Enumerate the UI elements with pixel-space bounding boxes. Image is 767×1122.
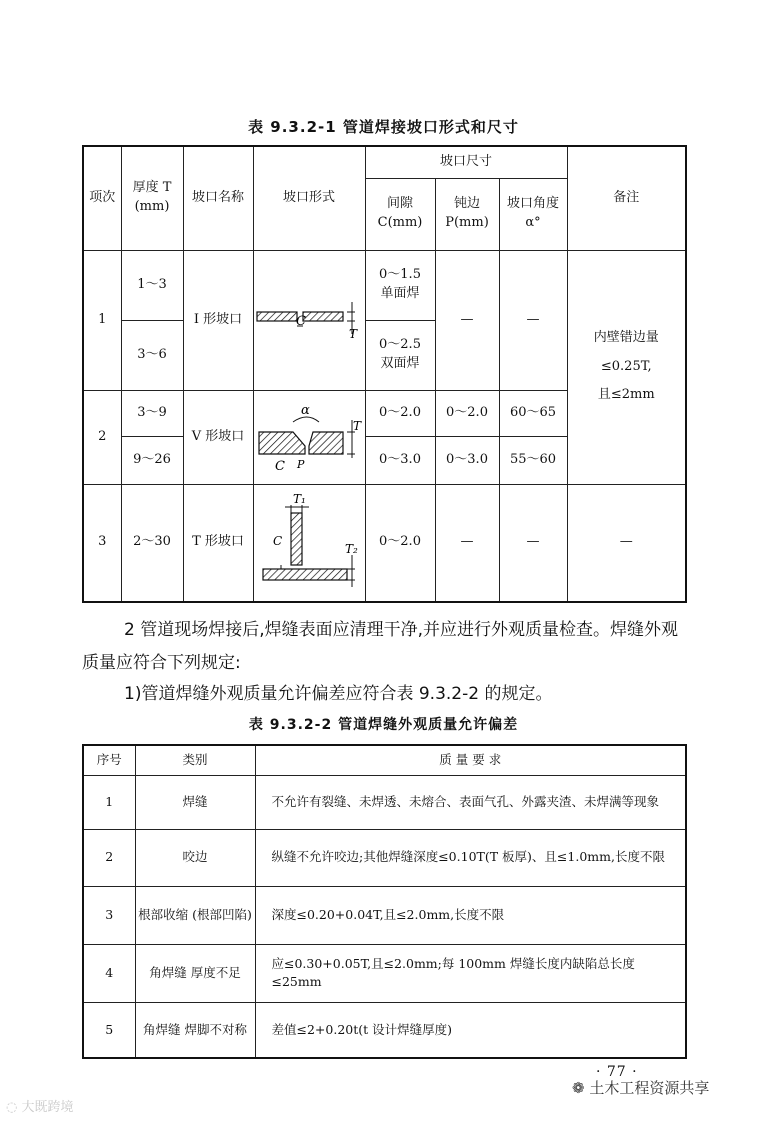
header-groove-form: 坡口形式 <box>253 146 365 250</box>
header-angle: 坡口角度 α° <box>499 178 567 250</box>
wechat-icon: ❁ <box>572 1079 585 1097</box>
header-thickness: 厚度 T (mm) <box>121 146 183 250</box>
t2-row4-no: 4 <box>83 944 135 1002</box>
t2-row4-category: 角焊缝 厚度不足 <box>135 944 255 1002</box>
table1-title: 表 9.3.2-1 管道焊接坡口形式和尺寸 <box>248 118 519 136</box>
t2-row3-requirement: 深度≤0.20+0.04T,且≤2.0mm,长度不限 <box>255 886 686 944</box>
t2-row2-requirement: 纵缝不允许咬边;其他焊缝深度≤0.10T(T 板厚)、且≤1.0mm,长度不限 <box>255 829 686 886</box>
row1-blunt: — <box>435 250 499 390</box>
row3-thickness: 2～30 <box>121 484 183 602</box>
groove-table <box>82 145 687 603</box>
row2-blunt-b: 0～3.0 <box>435 436 499 484</box>
row2-gap-b: 0～3.0 <box>365 436 435 484</box>
note-line-1: 内壁错边量 <box>593 330 659 346</box>
label-t: T <box>349 327 358 341</box>
t2-row5-requirement: 差值≤2+0.20t(t 设计焊缝厚度) <box>255 1002 686 1058</box>
watermark-left <box>6 1096 74 1115</box>
i-groove-drawing <box>255 290 363 350</box>
paragraph-inspection: 2 管道现场焊接后,焊缝表面应清理干净,并应进行外观质量检查。焊缝外观质量应符合下列规定: <box>82 620 679 673</box>
i-groove-diagram <box>253 250 365 390</box>
header-gap: 间隙 C(mm) <box>365 178 435 250</box>
t2-row2-category: 咬边 <box>135 829 255 886</box>
row2-angle-a: 60～65 <box>499 390 567 436</box>
row1-gap-a <box>365 250 435 320</box>
t2-row3-no: 3 <box>83 886 135 944</box>
t2-row1-requirement: 不允许有裂缝、未焊透、未熔合、表面气孔、外露夹渣、未焊满等现象 <box>255 775 686 829</box>
row1-thickness-a: 1～3 <box>121 250 183 320</box>
row2-thickness-b: 9～26 <box>121 436 183 484</box>
label-alpha: α <box>301 403 310 418</box>
label-c: C <box>296 314 306 329</box>
weld-quality-table <box>82 744 687 1059</box>
row1-thickness-b: 3～6 <box>121 320 183 390</box>
note-line-2: ≤0.25T, <box>600 358 652 374</box>
row2-name: V 形坡口 <box>183 390 253 484</box>
header-item: 项次 <box>83 146 121 250</box>
note-line-3: 且≤2mm <box>597 387 655 403</box>
row1-gap-b-value: 0～2.5 <box>379 337 421 353</box>
t2-row3-category: 根部收缩 (根部凹陷) <box>135 886 255 944</box>
v-groove-diagram <box>253 390 365 484</box>
header-category: 类别 <box>135 745 255 775</box>
watermark-left-text: 大既跨境 <box>21 1100 74 1115</box>
header-blunt: 钝边 P(mm) <box>435 178 499 250</box>
header-no: 序号 <box>83 745 135 775</box>
row1-gap-b-type: 双面焊 <box>380 356 420 371</box>
row1-name: I 形坡口 <box>183 250 253 390</box>
t-groove-diagram <box>253 484 365 602</box>
t-groove-drawing <box>255 493 363 593</box>
row3-angle: — <box>499 484 567 602</box>
t2-row2-no: 2 <box>83 829 135 886</box>
label-t1: T₁ <box>293 492 306 506</box>
label-t-v: T <box>353 419 362 433</box>
t2-row4-requirement: 应≤0.30+0.05T,且≤2.0mm;每 100mm 焊缝长度内缺陷总长度≤25mm <box>255 944 686 1002</box>
row2-blunt-a: 0～2.0 <box>435 390 499 436</box>
row2-gap-a: 0～2.0 <box>365 390 435 436</box>
t2-row1-no: 1 <box>83 775 135 829</box>
table2-title: 表 9.3.2-2 管道焊缝外观质量允许偏差 <box>248 717 519 733</box>
label-t2: T₂ <box>345 541 358 556</box>
page-number: · 77 · <box>596 1064 638 1080</box>
label-c-t: C <box>273 533 283 548</box>
row3-blunt: — <box>435 484 499 602</box>
row1-gap-a-type: 单面焊 <box>380 286 420 301</box>
row1-gap-a-value: 0～1.5 <box>379 267 421 283</box>
t2-row1-category: 焊缝 <box>135 775 255 829</box>
row3-gap: 0～2.0 <box>365 484 435 602</box>
watermark-right <box>572 1077 709 1098</box>
label-p: P <box>297 458 305 471</box>
row3-note: — <box>567 484 686 602</box>
row1-angle: — <box>499 250 567 390</box>
t2-row5-category: 角焊缝 焊脚不对称 <box>135 1002 255 1058</box>
label-c-v: C <box>275 459 285 474</box>
header-requirement: 质 量 要 求 <box>255 745 686 775</box>
watermark-logo-icon: ◌ <box>6 1100 18 1115</box>
header-groove-name: 坡口名称 <box>183 146 253 250</box>
row2-angle-b: 55～60 <box>499 436 567 484</box>
row3-item: 3 <box>83 484 121 602</box>
v-groove-drawing <box>255 398 363 476</box>
header-groove-size: 坡口尺寸 <box>365 146 567 178</box>
row2-thickness-a: 3～9 <box>121 390 183 436</box>
header-note: 备注 <box>567 146 686 250</box>
row12-note <box>567 250 686 484</box>
row3-name: T 形坡口 <box>183 484 253 602</box>
row1-item: 1 <box>83 250 121 390</box>
watermark-right-text: 土木工程资源共享 <box>589 1079 710 1097</box>
row1-gap-b <box>365 320 435 390</box>
t2-row5-no: 5 <box>83 1002 135 1058</box>
paragraph-tolerance-ref: 1)管道焊缝外观质量允许偏差应符合表 9.3.2-2 的规定。 <box>124 684 553 704</box>
row2-item: 2 <box>83 390 121 484</box>
